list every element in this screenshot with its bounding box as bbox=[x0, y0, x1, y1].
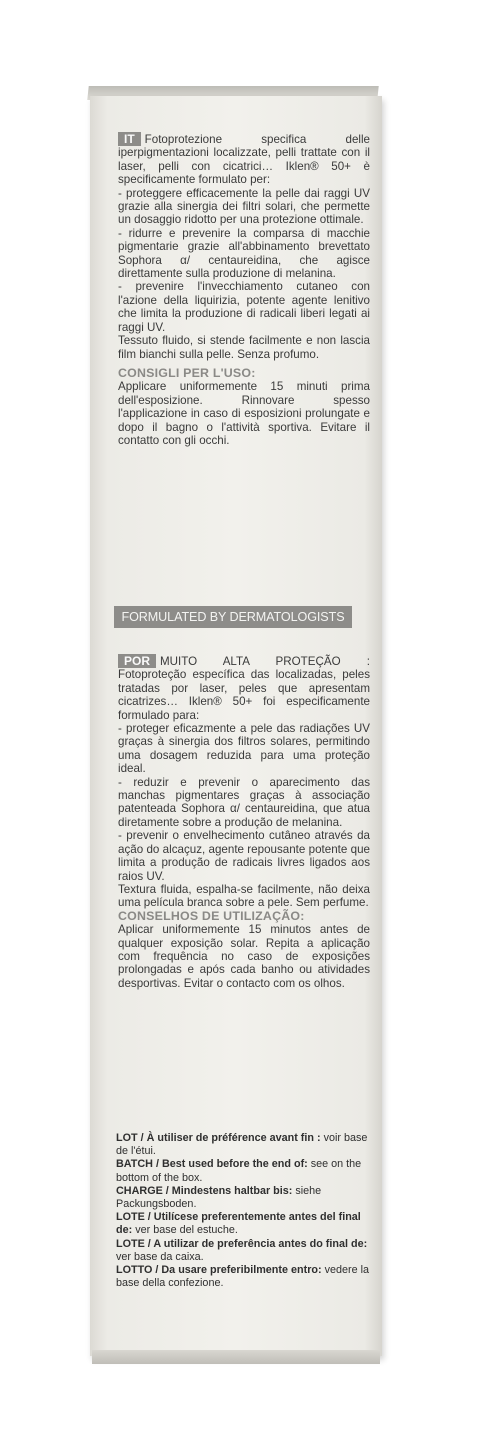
por-intro-text: MUITO ALTA PROTEÇÃO : Fotoproteção específica das localizadas, peles tratadas por laser, peles que apresentam cicatrizes… Iklen® 50+ foi especificamente formulado para: bbox=[118, 655, 370, 722]
por-texture: Textura fluida, espalha-se facilmente, não deixa uma película branca sobre a pele. Sem perfume. bbox=[118, 882, 370, 910]
lot-label: CHARGE / Mindestens haltbar bis: bbox=[116, 1184, 293, 1197]
lot-line bbox=[116, 1211, 370, 1237]
por-bullet-2: - reduzir e prevenir o aparecimento das manchas pigmentares graças à associação patenteada Sophora α/ centaureidina, que atua diretamente sobre a produção de melanina. bbox=[118, 775, 370, 829]
it-bullet-2: - ridurre e prevenire la comparsa di macchie pigmentarie grazie all'abbinamento brevettato Sophora α/ centaureidina, che agisce direttamente sulla produzione di melanina. bbox=[118, 226, 370, 281]
portuguese-section bbox=[118, 654, 370, 990]
lot-line bbox=[116, 1158, 370, 1184]
formulated-banner: FORMULATED BY DERMATOLOGISTS bbox=[114, 606, 352, 628]
lot-line bbox=[116, 1264, 370, 1290]
lot-label: LOTE / A utilizar de preferência antes do final de: bbox=[116, 1237, 368, 1250]
lot-text: voir base de l'étui. bbox=[116, 1132, 368, 1158]
it-usage-title: CONSIGLI PER L'USO: bbox=[118, 365, 256, 380]
italian-section bbox=[118, 132, 370, 447]
it-usage-text: Applicare uniformemente 15 minuti prima dell'esposizione. Rinnovare spesso l'applicazione in caso di esposizioni prolungate e dopo il bagno o l'attività sportiva. Evitare il contatto con gli occhi. bbox=[118, 380, 370, 447]
it-intro bbox=[118, 132, 370, 187]
lang-badge-por: POR bbox=[118, 654, 156, 668]
por-usage-text: Aplicar uniformemente 15 minutos antes de qualquer exposição solar. Repita a aplicação com frequência no caso de exposições prolongadas e após cada banho ou atividades desportivas. Evitar o contacto com os olhos. bbox=[118, 923, 370, 990]
lot-line bbox=[116, 1238, 370, 1264]
it-intro-text: Fotoprotezione specifica delle iperpigmentazioni localizzate, pelli trattate con il laser, pelli con cicatrici… Iklen® 50+ è specificamente formulato per: bbox=[118, 133, 370, 187]
lot-line bbox=[116, 1132, 370, 1158]
it-texture: Tessuto fluido, si stende facilmente e non lascia film bianchi sulla pelle. Senza profumo. bbox=[118, 334, 370, 361]
lot-line bbox=[116, 1185, 370, 1211]
lot-info bbox=[116, 1132, 370, 1290]
lot-text: siehe Packungsboden. bbox=[116, 1184, 322, 1211]
lot-text: see on the bottom of the box. bbox=[116, 1158, 362, 1184]
lot-label: LOTE / Utilícese preferentemente antes del final de: bbox=[116, 1211, 361, 1237]
lot-label: BATCH / Best used before the end of: bbox=[116, 1158, 308, 1171]
lot-label: LOT / À utiliser de préférence avant fin : bbox=[116, 1132, 321, 1144]
por-bullet-3: - prevenir o envelhecimento cutâneo através da ação do alcaçuz, agente repousante potente que limita a produção de radicais livres ligados aos raios UV. bbox=[118, 829, 370, 883]
lot-text: ver base da caixa. bbox=[116, 1250, 204, 1263]
lot-label: LOTTO / Da usare preferibilmente entro: bbox=[116, 1264, 322, 1277]
it-bullet-1: - proteggere efficacemente la pelle dai raggi UV grazie alla sinergia dei filtri solari, che permette un dosaggio ridotto per una protezione ottimale. bbox=[118, 186, 370, 227]
por-bullet-1: - proteger eficazmente a pele das radiações UV graças à sinergia dos filtros solares, permitindo uma dosagem reduzida para uma proteção ideal. bbox=[118, 722, 370, 776]
lang-badge-it: IT bbox=[118, 132, 141, 146]
lot-text: ver base del estuche. bbox=[132, 1224, 238, 1237]
por-usage-title: CONSELHOS DE UTILIZAÇÃO: bbox=[118, 908, 305, 923]
box-bottom-edge bbox=[92, 1350, 380, 1364]
lot-text: vedere la base della confezione. bbox=[116, 1264, 370, 1290]
it-bullet-3: - prevenire l'invecchiamento cutaneo con l'azione della liquirizia, potente agente lenitivo che limita la produzione di radicali liberi legati ai raggi UV. bbox=[118, 280, 370, 334]
por-intro bbox=[118, 654, 370, 722]
